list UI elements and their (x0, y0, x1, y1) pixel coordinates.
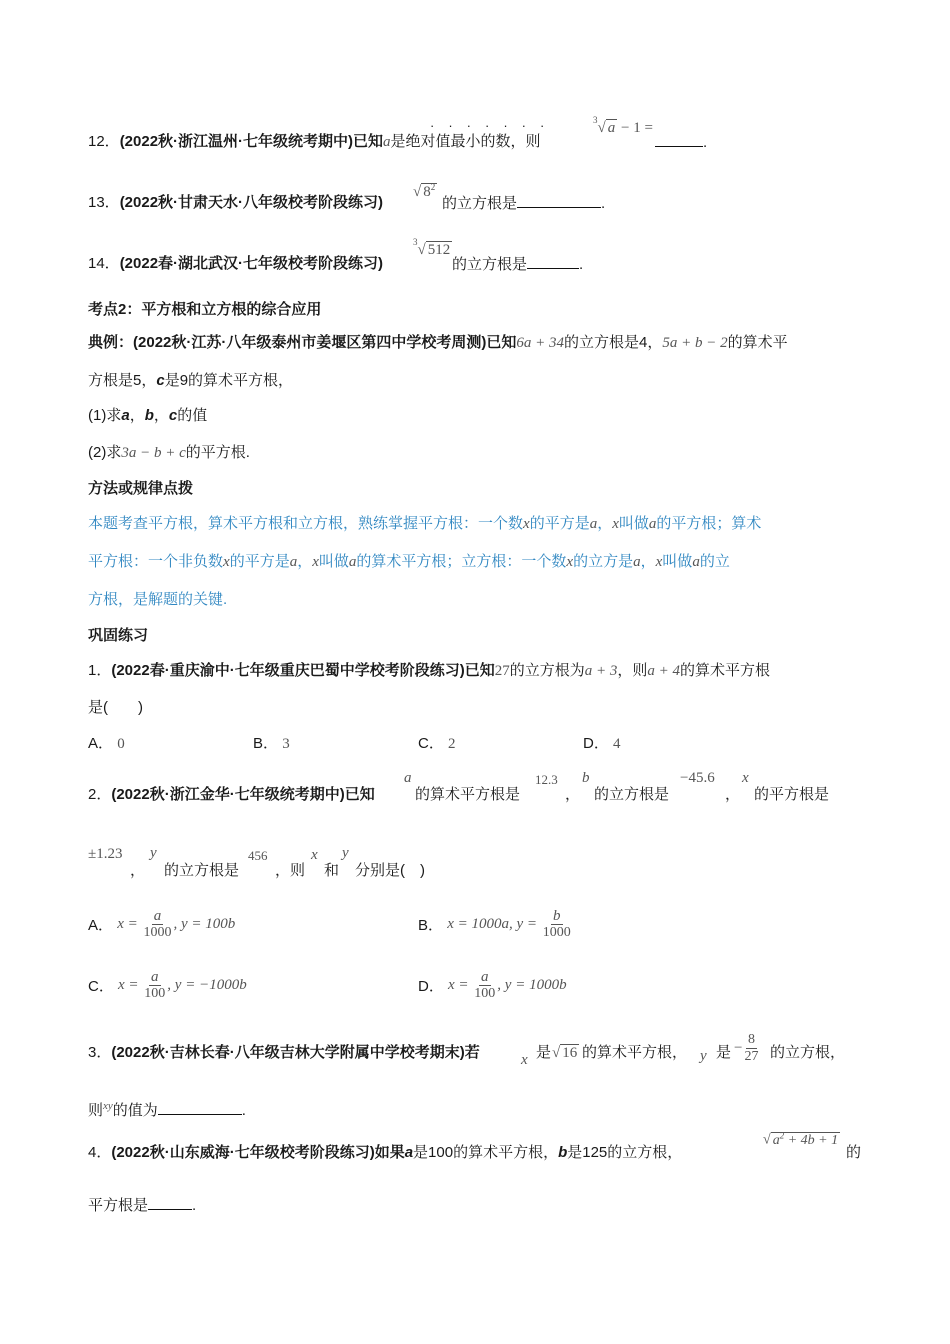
p2-var-y: y (342, 845, 349, 861)
method-var-a: a (348, 554, 357, 570)
p3-text-2: 的算术平方根， (582, 1044, 688, 1061)
p3-line-2 (88, 1096, 246, 1121)
option-value: 3 (282, 736, 290, 752)
option-expr: x = (448, 977, 473, 993)
p4-period: . (192, 1197, 197, 1214)
p2-value-3: ±1.23 (88, 846, 123, 862)
p4-line-2 (88, 1195, 196, 1216)
p1-text-2: ，则 (617, 662, 648, 679)
option-label: A． (88, 917, 114, 934)
q12-expr-tail: − 1 = (620, 120, 653, 136)
q13-root-arg: 8 (423, 184, 431, 200)
q12-root-arg: a (607, 120, 616, 136)
method-var-a: a (589, 516, 598, 532)
part2-expr: 3a − b + c (121, 445, 186, 461)
method-line-1 (88, 514, 761, 534)
p2-text-2: 的立方根是 (594, 786, 670, 803)
p4-sqrt-expr: √ $a^2 + 4b + 1$ (763, 1130, 839, 1148)
p2-source: (2022秋·浙江金华·七年级统考期中)已知 (111, 786, 375, 803)
fraction-numerator: b (553, 908, 561, 924)
p2-option-b[interactable] (418, 908, 573, 941)
p2-text-5: ，则 (275, 862, 306, 879)
method-text: 平方根：一个非负数 (88, 553, 224, 570)
method-var-a: a (692, 554, 700, 570)
p3-root-arg: 16 (562, 1045, 578, 1061)
p2-value-4: 456 (248, 848, 268, 863)
p4-exponent: 2 (779, 1130, 785, 1140)
p2-option-c[interactable] (88, 969, 247, 1002)
p2-option-d[interactable] (418, 969, 567, 1002)
part1-comma-2: ， (153, 407, 169, 424)
method-var-a: a (648, 516, 657, 532)
option-fraction (141, 908, 173, 941)
p4-number: 4． (88, 1144, 112, 1161)
p3-period: . (241, 1102, 246, 1119)
method-var-a: a (633, 554, 641, 570)
method-text: ， (597, 515, 613, 532)
option-value: 2 (448, 736, 456, 752)
option-value: 0 (117, 736, 125, 752)
practice-title: 巩固练习 (88, 627, 149, 644)
p1-source: (2022春·重庆渝中·七年级重庆巴蜀中学校考阶段练习)已知 (111, 662, 495, 679)
p2-var-y: y (150, 845, 157, 861)
question-14 (88, 254, 383, 274)
example-source: (2022秋·江苏·八年级泰州市姜堰区第四中学校考周测)已知 (133, 334, 517, 351)
p1-expr-1: 27 (494, 663, 510, 679)
p2-comma: ， (130, 862, 146, 879)
fraction-numerator: a (481, 969, 489, 985)
method-line-3: 方根，是解题的关键. (88, 591, 228, 608)
p2-text-6: 和 (324, 862, 340, 879)
p3-sqrt-expr: √ 16 (552, 1045, 578, 1061)
q13-sqrt-expr: √ $8^2$ (413, 182, 436, 200)
example-label: 典例： (88, 334, 134, 351)
option-expr: , y = −1000b (167, 977, 247, 993)
q12-text: 是绝对值最小的数，则 (390, 133, 541, 150)
q13-number: 13． (88, 194, 120, 211)
option-fraction (541, 908, 573, 941)
option-fraction (472, 969, 497, 1002)
option-label: C． (418, 735, 444, 752)
q14-cube-root-expr: $^3$√ 512 (413, 237, 451, 258)
emphasis-dots: ······· (430, 118, 559, 133)
q14-period: . (579, 256, 584, 273)
minus-sign: − (734, 1040, 743, 1056)
q13-tail (442, 193, 605, 214)
example-part-2 (88, 443, 250, 463)
p3-fraction-expr (734, 1032, 760, 1065)
p2-comma: ， (565, 786, 581, 803)
fraction-denominator: 1000 (143, 925, 172, 940)
q12-cube-root-expr: $^3$√ a − 1 = (593, 115, 653, 136)
p2-text-1: 的算术平方根是 (415, 786, 521, 803)
method-var-x: x (523, 516, 530, 532)
p3-text-5: 则 (88, 1102, 104, 1119)
p2-number: 2． (88, 786, 112, 803)
q12-number: 12． (88, 133, 120, 150)
option-expr: , y = 1000b (497, 977, 567, 993)
p2-text-4: 的立方根是 (164, 862, 240, 879)
example-text-3: 方根是5， (88, 372, 157, 389)
fraction-denominator: 1000 (542, 925, 571, 940)
fraction-denominator: 100 (144, 986, 166, 1001)
practice-question-2 (88, 785, 375, 805)
method-title: 方法或规律点拨 (88, 480, 194, 497)
option-label: A． (88, 735, 114, 752)
q13-text: 的立方根是 (442, 195, 518, 212)
method-text: 的立 (699, 553, 730, 570)
p3-expr-xy: xy (103, 1100, 113, 1112)
q13-source: (2022秋·甘肃天水·八年级校考阶段练习) (119, 194, 384, 211)
p4-text-4: 平方根是 (88, 1197, 149, 1214)
option-expr: x = (118, 977, 143, 993)
q14-root-index: 3 (413, 237, 418, 247)
option-value: 4 (613, 736, 621, 752)
q12-answer-blank[interactable] (655, 132, 707, 151)
q13-answer-blank[interactable] (517, 193, 601, 208)
method-text: 本题考查平方根，算术平方根和立方根，熟练掌握平方根：一个数 (88, 515, 524, 532)
example-text-2: 的算术平 (727, 334, 788, 351)
p2-value-2: −45.6 (680, 770, 715, 786)
method-text: 的平方根；算术 (656, 515, 762, 532)
p1-bracket: 是( ) (88, 699, 143, 716)
practice-question-1 (88, 661, 770, 681)
p2-var-x: x (311, 847, 318, 863)
method-text: 的平方是 (529, 515, 590, 532)
fraction-denominator: 27 (744, 1049, 759, 1064)
method-text: 叫做 (318, 553, 349, 570)
fraction-numerator: a (151, 969, 159, 985)
example-text-4: 是9的算术平方根， (164, 372, 294, 389)
practice-question-4 (88, 1143, 682, 1163)
p1-text-1: 的立方根为 (509, 662, 585, 679)
q13-period: . (601, 195, 606, 212)
q14-tail (452, 254, 583, 275)
p3-text-6: 的值为 (112, 1102, 158, 1119)
method-text: 的立方是 (573, 553, 634, 570)
question-12 (88, 132, 541, 152)
p3-source: (2022秋·吉林长春·八年级吉林大学附属中学校考期末)若 (111, 1044, 480, 1061)
p4-expr-rest: + 4b + 1 (784, 1132, 839, 1148)
p3-number: 3． (88, 1044, 112, 1061)
p4-text-3: 的 (846, 1144, 862, 1161)
p2-value-1: 12.3 (535, 772, 558, 787)
example-var-c: c (156, 372, 165, 389)
part1-var-a: a (121, 407, 130, 424)
option-expr: , y = 100b (173, 916, 236, 932)
p4-var-a: a (404, 1144, 414, 1161)
p2-var-a: a (404, 770, 412, 786)
q12-root-index: 3 (593, 115, 598, 125)
part1-var-c: c (168, 407, 178, 424)
q12-source: (2022秋·浙江温州·七年级统考期中)已知 (119, 133, 384, 150)
section-title: 考点2：平方根和立方根的综合应用 (88, 301, 322, 318)
option-expr: x = (117, 916, 142, 932)
p3-answer-blank[interactable] (158, 1100, 242, 1115)
method-text: 叫做 (618, 515, 649, 532)
p1-expr-3: a + 4 (647, 663, 680, 679)
p1-expr-2: a + 3 (584, 663, 618, 679)
method-var-a: a (289, 554, 298, 570)
p1-option-b[interactable] (253, 734, 290, 754)
p1-number: 1． (88, 662, 112, 679)
option-label: B． (418, 917, 444, 934)
example-expr-2: 5a + b − 2 (662, 335, 728, 351)
example-line-2 (88, 371, 293, 391)
option-fraction (142, 969, 167, 1002)
p4-var-b: b (558, 1144, 568, 1161)
part1-comma-1: ， (129, 407, 145, 424)
part1-suffix: 的值 (177, 407, 208, 424)
p1-option-d[interactable] (583, 734, 621, 754)
p2-var-x: x (742, 770, 749, 786)
option-label: C． (88, 978, 114, 995)
method-line-2 (88, 552, 730, 572)
p1-option-a[interactable] (88, 734, 125, 754)
method-text: 的算术平方根；立方根：一个数 (356, 553, 567, 570)
p3-var-y: y (700, 1048, 707, 1064)
example-line-1 (88, 333, 788, 353)
part1-prefix: (1)求 (88, 407, 122, 424)
q14-number: 14． (88, 255, 120, 272)
p3-text-1: 是 (536, 1044, 552, 1061)
p2-comma: ， (725, 786, 741, 803)
p4-answer-blank[interactable] (148, 1195, 192, 1210)
p2-text-7: 分别是( ) (355, 862, 425, 879)
example-part-1 (88, 406, 207, 426)
option-label: D． (418, 978, 444, 995)
method-text: ， (297, 553, 313, 570)
method-var-x: x (612, 516, 619, 532)
p3-text-4: 的立方根， (770, 1044, 846, 1061)
question-13 (88, 193, 383, 213)
option-label: D． (583, 735, 609, 752)
q12-var-a: a (383, 134, 391, 150)
method-var-x: x (223, 554, 230, 570)
p4-text-1: 是100的算术平方根， (413, 1144, 559, 1161)
q12-period: . (703, 134, 708, 151)
p4-expr-a: a (772, 1132, 780, 1148)
p3-var-x: x (521, 1052, 528, 1068)
example-expr-1: 6a + 34 (516, 335, 564, 351)
q14-source: (2022春·湖北武汉·七年级校考阶段练习) (119, 255, 384, 272)
method-var-x: x (312, 554, 319, 570)
q13-exponent: 2 (430, 182, 436, 192)
fraction-numerator: a (153, 908, 162, 924)
p4-source: (2022秋·山东威海·七年级校考阶段练习)如果 (111, 1144, 405, 1161)
method-text: 的平方是 (229, 553, 290, 570)
q14-text: 的立方根是 (452, 256, 528, 273)
method-text: 叫做 (662, 553, 693, 570)
example-text-1: 的立方根是4， (564, 334, 663, 351)
q14-answer-blank[interactable] (527, 254, 579, 269)
method-var-x: x (655, 554, 663, 570)
part2-prefix: (2)求 (88, 444, 122, 461)
p3-text-3: 是 (716, 1044, 732, 1061)
fraction-numerator: 8 (747, 1032, 755, 1047)
option-label: B． (253, 735, 279, 752)
p4-text-2: 是125的立方根， (567, 1144, 683, 1161)
fraction-denominator: 100 (474, 986, 496, 1001)
p2-text-3: 的平方根是 (754, 786, 830, 803)
p1-option-c[interactable] (418, 734, 456, 754)
p2-var-b: b (582, 770, 590, 786)
option-expr: x = 1000a, y = (447, 916, 541, 932)
p1-text-3: 的算术平方根 (679, 662, 770, 679)
method-text: ， (640, 553, 656, 570)
method-var-x: x (566, 554, 574, 570)
part1-var-b: b (144, 407, 154, 424)
p2-option-a[interactable] (88, 908, 235, 941)
q14-root-arg: 512 (427, 242, 451, 258)
part2-suffix: 的平方根. (185, 444, 250, 461)
practice-question-3 (88, 1043, 480, 1063)
